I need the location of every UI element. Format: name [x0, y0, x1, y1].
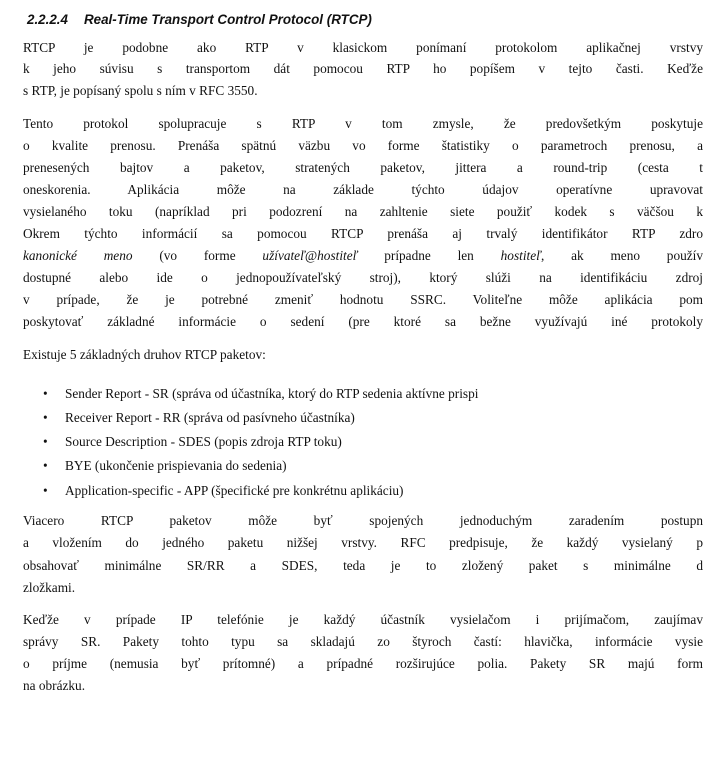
text-fragment: , ak meno použív [540, 248, 703, 263]
paragraph-line: na obrázku. [23, 678, 86, 693]
text-fragment: prípadne len [357, 248, 501, 263]
section-heading [27, 12, 372, 27]
paragraph-line: oneskorenia. Aplikácia môže na základe týchto údajov operatívne upravovat [23, 182, 703, 197]
list-item: BYE (ukončenie prispievania do sedenia) [65, 458, 287, 473]
paragraph-line: RTCP je podobne ako RTP v klasickom ponímaní protokolom aplikačnej vrstvy [23, 40, 703, 55]
paragraph-line: a vložením do jedného paketu nižšej vrstvy. RFC predpisuje, že každý vysielaný p [23, 535, 703, 550]
list-item: Sender Report - SR (správa od účastníka, ktorý do RTP sedenia aktívne prispi [65, 386, 479, 401]
list-item: Source Description - SDES (popis zdroja RTP toku) [65, 434, 342, 449]
paragraph-line: Okrem týchto informácií sa pomocou RTCP prenáša aj trvalý identifikátor RTP zdro [23, 226, 703, 241]
paragraph-line: o kvalite prenosu. Prenáša spätnú väzbu vo forme štatistiky o parametroch prenosu, a [23, 138, 703, 153]
italic-term: hostiteľ [500, 248, 541, 263]
paragraph-line: prenesených bajtov a paketov, stratených paketov, jittera a round-trip (cesta t [23, 160, 703, 175]
section-title: Real-Time Transport Control Protocol (RTCP) [83, 12, 372, 27]
paragraph-line: obsahovať minimálne SR/RR a SDES, teda je to zložený paket s minimálne d [23, 558, 703, 573]
paragraph-line: Tento protokol spolupracuje s RTP v tom zmysle, že predovšetkým poskytuje [23, 116, 703, 131]
paragraph-line: poskytovať základné informácie o sedení (pre ktoré sa bežne využívajú iné protokoly [23, 314, 703, 329]
paragraph-line: zložkami. [23, 580, 76, 595]
paragraph-line: s RTP, je popísaný spolu s ním v RFC 3550. [23, 83, 258, 98]
paragraph-line: správy SR. Pakety tohto typu sa skladajú zo štyroch častí: hlavička, informácie vysie [23, 634, 703, 649]
list-item: Receiver Report - RR (správa od pasívneho účastníka) [65, 410, 355, 425]
bullet-dot: • [43, 483, 48, 498]
paragraph-line: dostupné alebo ide o jednopoužívateľský stroj), ktorý slúži na identifikáciu zdroj [23, 270, 703, 285]
paragraph-line: v prípade, že je potrebné zmeniť hodnotu SSRC. Voliteľne môže aplikácia pom [23, 292, 703, 307]
paragraph-line: k jeho súvisu s transportom dát pomocou RTP ho popíšem v tejto časti. Keďže [23, 61, 703, 76]
bullet-dot: • [43, 458, 48, 473]
paragraph-line: vysielaného toku (napríklad pri podozrení na zahltenie siete použiť kodek s väčšou k [23, 204, 703, 219]
paragraph-line: Keďže v prípade IP telefónie je každý účastník vysielačom i prijímačom, zaujímav [23, 612, 703, 627]
italic-term: kanonické meno [23, 248, 133, 263]
text-fragment: (vo forme [132, 248, 263, 263]
list-item: Application-specific - APP (špecifické pre konkrétnu aplikáciu) [65, 483, 404, 498]
bullet-dot: • [43, 410, 48, 425]
bullet-dot: • [43, 386, 48, 401]
paragraph-line-italic [23, 246, 703, 266]
paragraph-line: Viacero RTCP paketov môže byť spojených jednoduchým zaradením postupn [23, 513, 703, 528]
italic-term: užívateľ@hostiteľ [262, 248, 358, 263]
paragraph-line: Existuje 5 základných druhov RTCP paketov: [23, 347, 266, 362]
paragraph-line: o príjme (nemusia byť prítomné) a prípadné rozširujúce polia. Pakety SR majú form [23, 656, 703, 671]
bullet-dot: • [43, 434, 48, 449]
section-number: 2.2.2.4 [27, 12, 68, 27]
